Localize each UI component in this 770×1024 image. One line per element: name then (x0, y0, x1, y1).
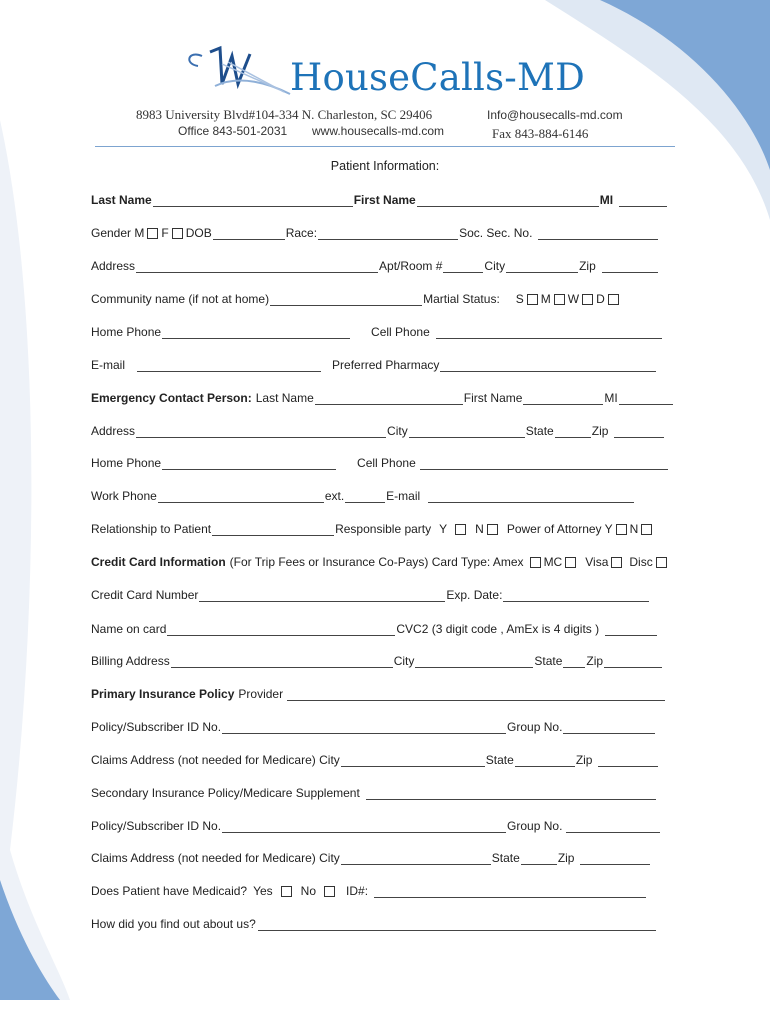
marital-d-checkbox[interactable] (608, 294, 619, 305)
row-phones (91, 325, 663, 339)
medicaid-no-checkbox[interactable] (324, 886, 335, 897)
secondary-group-no-field[interactable] (566, 820, 660, 833)
billing-field[interactable] (171, 655, 393, 668)
row-primary-insurance (91, 687, 666, 701)
secondary-claims-zip-label: Zip (557, 851, 575, 865)
billing-city-label: City (393, 654, 415, 668)
secondary-policy-id-label: Policy/Subscriber ID No. (91, 819, 222, 833)
mi-field[interactable] (619, 194, 667, 207)
header-website: www.housecalls-md.com (312, 124, 445, 138)
home-phone-label: Home Phone (91, 325, 162, 339)
work-phone-label: Work Phone (91, 489, 157, 503)
emergency-last-name-label: Last Name (255, 391, 314, 405)
emergency-zip-field[interactable] (614, 425, 664, 438)
emergency-zip-label: Zip (591, 424, 609, 438)
billing-state-label: State (534, 654, 563, 668)
cc-number-label: Credit Card Number (91, 588, 199, 602)
apt-label: Apt/Room # (379, 259, 443, 273)
emergency-first-name-label: First Name (463, 391, 523, 405)
row-credit-card-info (91, 555, 670, 569)
secondary-policy-id-field[interactable] (222, 820, 506, 833)
city-field[interactable] (506, 260, 578, 273)
poa-y-checkbox[interactable] (616, 524, 627, 535)
secondary-group-no-label: Group No. (507, 819, 563, 833)
secondary-insurance-label: Secondary Insurance Policy/Medicare Supplement (91, 786, 360, 800)
row-community (91, 292, 622, 306)
responsible-y-checkbox[interactable] (455, 524, 466, 535)
emergency-mi-field[interactable] (619, 392, 673, 405)
first-name-field[interactable] (417, 194, 599, 207)
billing-zip-label: Zip (586, 654, 604, 668)
marital-s-checkbox[interactable] (527, 294, 538, 305)
visa-checkbox[interactable] (611, 557, 622, 568)
disc-checkbox[interactable] (656, 557, 667, 568)
row-work-phone (91, 489, 635, 503)
dob-field[interactable] (213, 227, 285, 240)
claims-address-label: Claims Address (not needed for Medicare) City (91, 753, 340, 767)
row-medicaid (91, 884, 647, 898)
provider-field[interactable] (287, 688, 665, 701)
race-label: Race: (285, 226, 318, 240)
header-fax: Fax 843-884-6146 (492, 126, 589, 141)
emergency-home-phone-field[interactable] (162, 457, 336, 470)
ssn-field[interactable] (538, 227, 658, 240)
medicaid-id-field[interactable] (374, 885, 646, 898)
ext-field[interactable] (345, 490, 385, 503)
pharmacy-label: Preferred Pharmacy (332, 358, 440, 372)
gender-m-label: Gender M (91, 226, 145, 240)
medicaid-id-label: ID#: (346, 884, 369, 898)
visa-label: Visa (585, 555, 609, 569)
secondary-insurance-field[interactable] (366, 787, 656, 800)
poa-n-label: N (629, 522, 639, 536)
cc-note-label: (For Trip Fees or Insurance Co-Pays) Card Type: Amex (229, 555, 524, 569)
marital-w-label: W (567, 292, 580, 306)
row-referral (91, 917, 657, 931)
race-field[interactable] (318, 227, 458, 240)
name-on-card-field[interactable] (167, 623, 395, 636)
marital-m-label: M (540, 292, 551, 306)
emergency-city-field[interactable] (409, 425, 525, 438)
referral-field[interactable] (258, 918, 656, 931)
cc-number-field[interactable] (199, 589, 445, 602)
gender-m-checkbox[interactable] (147, 228, 158, 239)
address-label: Address (91, 259, 136, 273)
mc-label: MC (543, 555, 563, 569)
work-phone-field[interactable] (158, 490, 324, 503)
emergency-cell-phone-field[interactable] (420, 457, 668, 470)
name-on-card-label: Name on card (91, 622, 167, 636)
emergency-cell-phone-label: Cell Phone (357, 456, 416, 470)
work-email-label: E-mail (386, 489, 421, 503)
billing-label: Billing Address (91, 654, 170, 668)
emergency-mi-label: MI (604, 391, 618, 405)
marital-d-label: D (596, 292, 605, 306)
provider-label: Provider (238, 687, 284, 701)
cc-info-label: Credit Card Information (91, 555, 226, 569)
gender-f-label: F (161, 226, 169, 240)
row-secondary-claims (91, 851, 651, 865)
emergency-label: Emergency Contact Person: (91, 391, 252, 405)
cell-phone-field[interactable] (436, 326, 662, 339)
secondary-claims-state-field[interactable] (521, 852, 557, 865)
header-address: 8983 University Blvd#104-334 N. Charleston, SC 29406 (136, 107, 433, 122)
emergency-city-label: City (387, 424, 408, 438)
marital-m-checkbox[interactable] (554, 294, 565, 305)
secondary-claims-state-label: State (491, 851, 520, 865)
medicaid-no-label: No (300, 884, 317, 898)
claims-zip-label: Zip (575, 753, 593, 767)
email-field[interactable] (137, 359, 321, 372)
email-label: E-mail (91, 358, 126, 372)
zip-field[interactable] (602, 260, 658, 273)
row-policy-id (91, 720, 656, 734)
poa-y-label: Power of Attorney Y (506, 522, 613, 536)
claims-zip-field[interactable] (598, 754, 658, 767)
row-relationship (91, 522, 655, 536)
brand-name: HouseCalls-MD (290, 56, 585, 99)
emergency-address-field[interactable] (136, 425, 386, 438)
emergency-first-name-field[interactable] (523, 392, 603, 405)
claims-state-field[interactable] (515, 754, 575, 767)
group-no-field[interactable] (563, 721, 655, 734)
cvc-label: CVC2 (3 digit code , AmEx is 4 digits ) (396, 622, 600, 636)
home-phone-field[interactable] (162, 326, 350, 339)
row-patient-name (91, 193, 668, 207)
emergency-state-label: State (525, 424, 554, 438)
relationship-label: Relationship to Patient (91, 522, 212, 536)
header-email: Info@housecalls-md.com (487, 108, 623, 122)
left-swoosh (0, 120, 70, 1000)
claims-city-field[interactable] (341, 754, 485, 767)
work-email-field[interactable] (428, 490, 634, 503)
community-field[interactable] (270, 293, 422, 306)
emergency-home-phone-label: Home Phone (91, 456, 162, 470)
row-secondary-insurance (91, 786, 657, 800)
responsible-n-label: N (475, 522, 484, 536)
marital-s-label: S (515, 292, 524, 306)
row-email (91, 358, 657, 372)
first-name-label: First Name (353, 193, 416, 207)
row-emergency-phones (91, 456, 669, 470)
row-claims-address (91, 753, 659, 767)
claims-state-label: State (485, 753, 514, 767)
gender-f-checkbox[interactable] (172, 228, 183, 239)
ext-label: ext. (324, 489, 345, 503)
address-field[interactable] (136, 260, 378, 273)
secondary-claims-zip-field[interactable] (580, 852, 650, 865)
community-label: Community name (if not at home) (91, 292, 270, 306)
exp-field[interactable] (503, 589, 649, 602)
city-label: City (484, 259, 506, 273)
dob-label: DOB (185, 226, 212, 240)
billing-zip-field[interactable] (604, 655, 662, 668)
row-secondary-policy-id (91, 819, 661, 833)
row-address (91, 259, 659, 273)
primary-insurance-label: Primary Insurance Policy (91, 687, 235, 701)
poa-n-checkbox[interactable] (641, 524, 652, 535)
group-no-label: Group No. (507, 720, 563, 734)
medicaid-yes-label: Yes (253, 884, 273, 898)
cvc-field[interactable] (605, 623, 657, 636)
row-billing (91, 654, 663, 668)
pharmacy-field[interactable] (440, 359, 656, 372)
last-name-field[interactable] (153, 194, 353, 207)
disc-label: Disc (629, 555, 653, 569)
row-emergency-address (91, 424, 665, 438)
exp-label: Exp. Date: (446, 588, 503, 602)
zip-label: Zip (579, 259, 596, 273)
header-office: Office 843-501-2031 (178, 124, 288, 138)
emergency-state-field[interactable] (555, 425, 591, 438)
form-title: Patient Information: (330, 159, 440, 173)
policy-id-label: Policy/Subscriber ID No. (91, 720, 222, 734)
relationship-field[interactable] (212, 523, 334, 536)
billing-state-field[interactable] (563, 655, 585, 668)
marital-label: Martial Status: (423, 292, 500, 306)
apt-field[interactable] (443, 260, 483, 273)
cell-phone-label: Cell Phone (371, 325, 430, 339)
referral-label: How did you find out about us? (91, 917, 256, 931)
mc-checkbox[interactable] (565, 557, 576, 568)
secondary-claims-city-field[interactable] (341, 852, 491, 865)
medicaid-label: Does Patient have Medicaid? (91, 884, 248, 898)
policy-id-field[interactable] (222, 721, 506, 734)
emergency-last-name-field[interactable] (315, 392, 463, 405)
billing-city-field[interactable] (415, 655, 533, 668)
ssn-label: Soc. Sec. No. (459, 226, 533, 240)
medicaid-yes-checkbox[interactable] (281, 886, 292, 897)
responsible-y-label: Y (439, 522, 448, 536)
row-cc-number (91, 588, 650, 602)
emergency-address-label: Address (91, 424, 136, 438)
marital-w-checkbox[interactable] (582, 294, 593, 305)
mi-label: MI (599, 193, 614, 207)
last-name-label: Last Name (91, 193, 152, 207)
row-emergency (91, 391, 674, 405)
secondary-claims-label: Claims Address (not needed for Medicare) City (91, 851, 340, 865)
header-rule (95, 146, 675, 147)
row-gender (91, 226, 659, 240)
row-name-on-card (91, 622, 658, 636)
responsible-label: Responsible party (335, 522, 432, 536)
amex-checkbox[interactable] (530, 557, 541, 568)
responsible-n-checkbox[interactable] (487, 524, 498, 535)
